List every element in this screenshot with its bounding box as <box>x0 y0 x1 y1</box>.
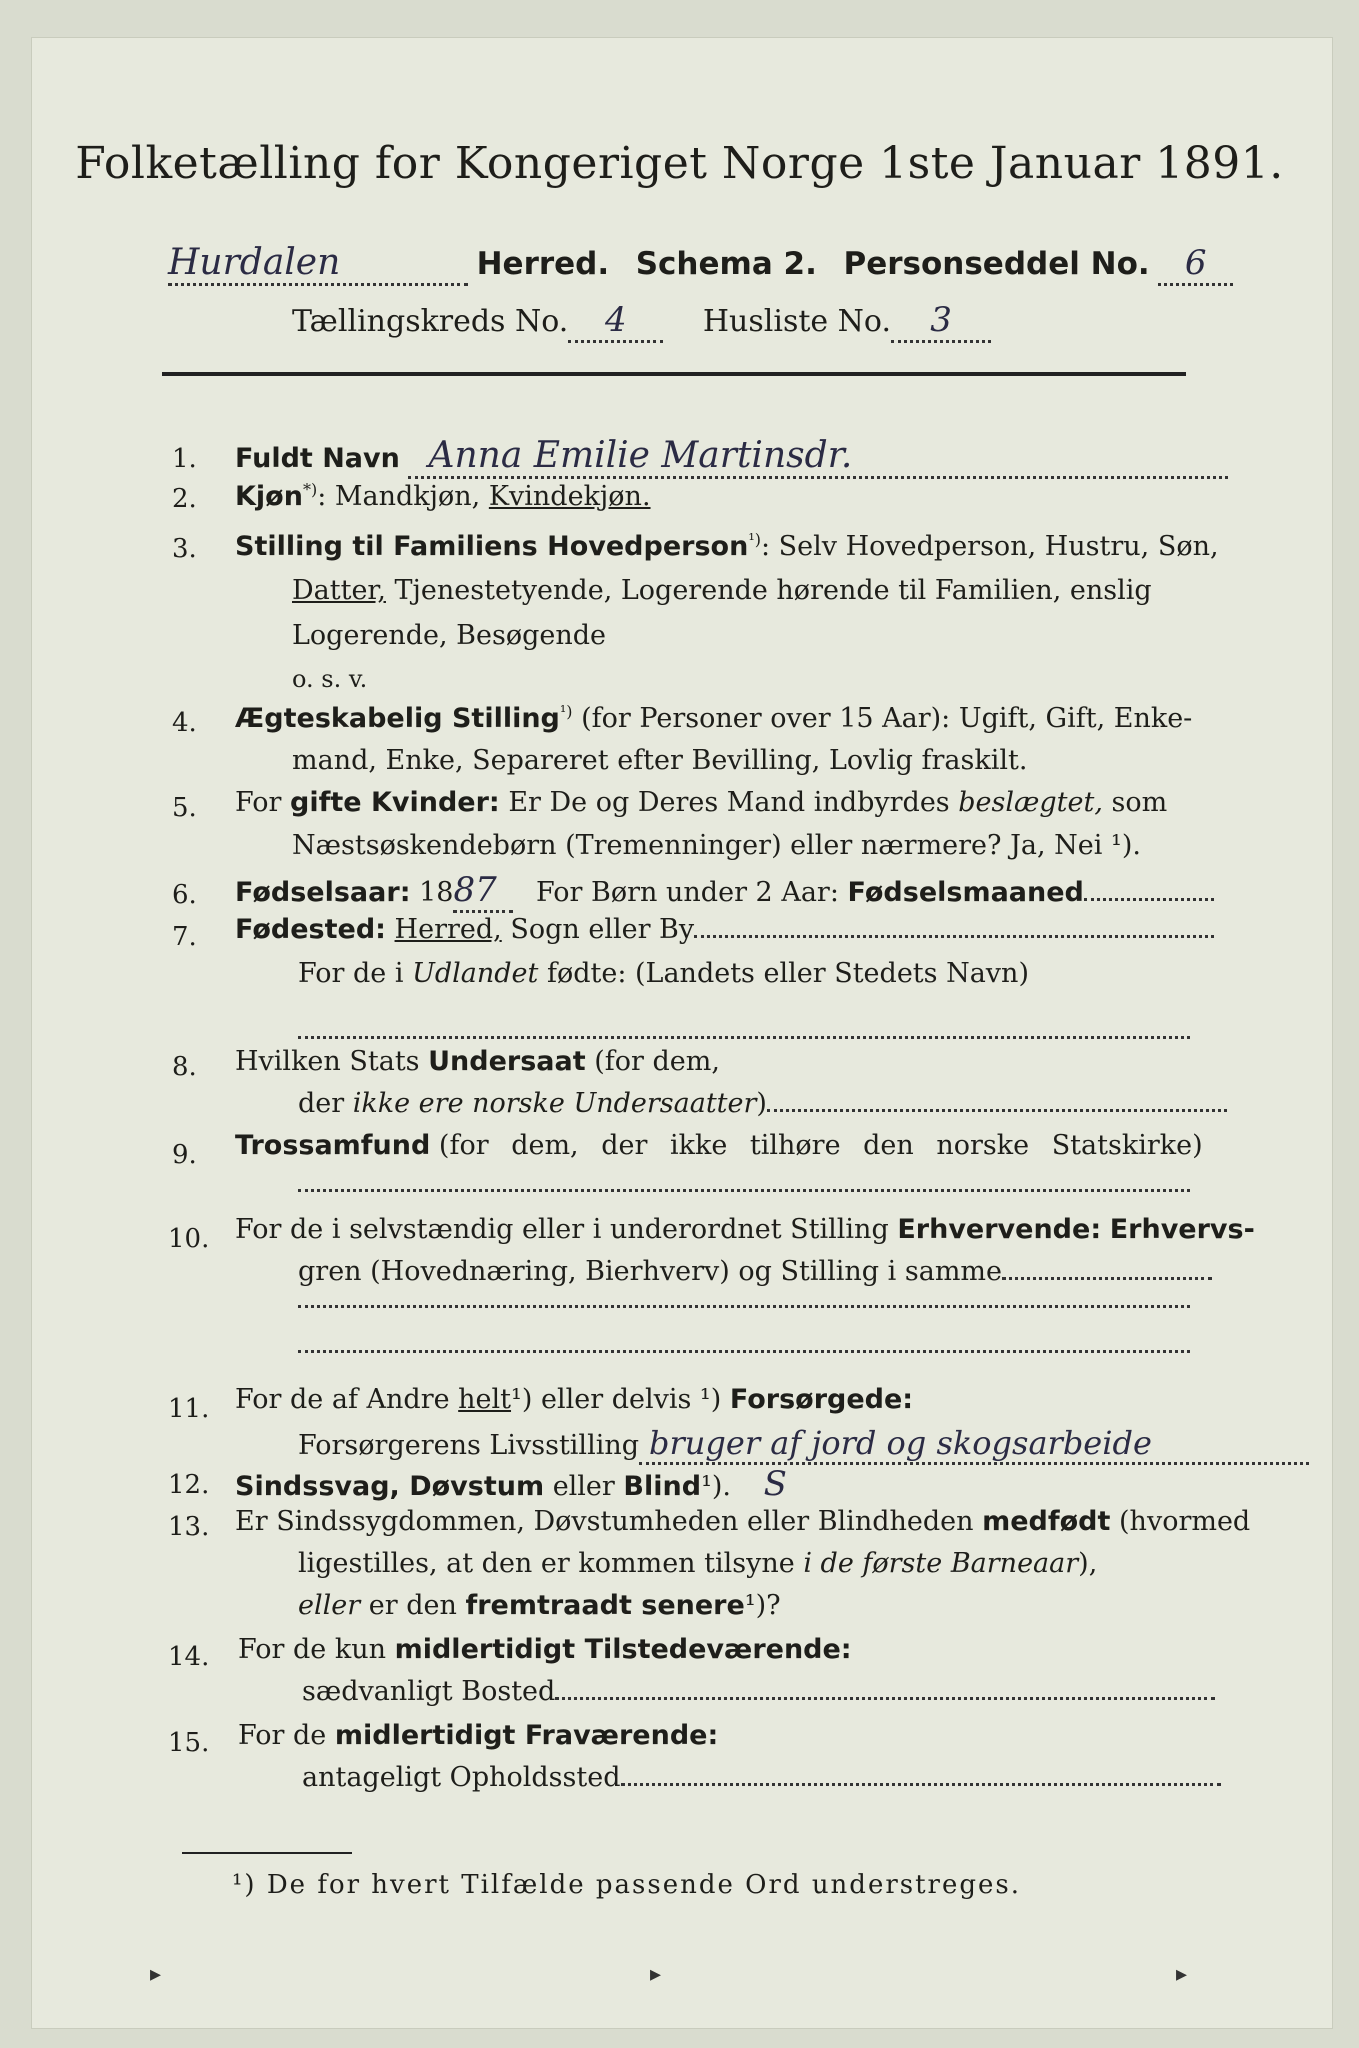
blind-label: Blind <box>623 1471 702 1502</box>
citizenship-text-b: (for dem, <box>594 1046 720 1077</box>
probable-stay-label: antageligt Opholdssted <box>302 1762 621 1793</box>
registration-mark-left: ▸ <box>150 1962 162 1987</box>
sex-footnote-mark: *) <box>302 480 318 499</box>
item-5-number: 5. <box>172 793 197 823</box>
congenital-italic: i de første Barneaar <box>803 1548 1079 1579</box>
item-10-line-1 <box>235 1214 1255 1245</box>
married-women-label: gifte Kvinder: <box>290 787 500 818</box>
abroad-text-a: For de i <box>298 958 404 989</box>
under-two-text: For Børn under 2 Aar: <box>536 877 839 908</box>
header-rule <box>162 372 1186 376</box>
occupation-text-c: gren (Hovednæring, Bierhverv) og Stilling i samme <box>298 1256 1003 1287</box>
item-8-line-1 <box>235 1046 720 1077</box>
registration-mark-right: ▸ <box>1176 1962 1188 1987</box>
marital-options-a: (for Personer over 15 Aar): Ugift, Gift, Enke- <box>581 703 1193 734</box>
header-row-1 <box>168 242 1233 286</box>
position-selected: Datter, <box>292 575 386 606</box>
married-question-a2: som <box>1111 787 1168 818</box>
citizenship-label: Undersaat <box>428 1046 586 1077</box>
birth-month-field <box>1084 898 1214 901</box>
header-row-2 <box>292 300 991 343</box>
supported-text-a: For de af Andre <box>235 1384 450 1415</box>
temp-present-text: For de kun <box>238 1634 386 1665</box>
abroad-field <box>298 1010 1190 1039</box>
item-13-line-2 <box>298 1548 1097 1579</box>
occupation-field-2 <box>298 1275 1190 1308</box>
item-6 <box>235 870 1214 913</box>
item-11-line-1 <box>235 1384 913 1415</box>
item-14-line-2 <box>302 1676 1215 1707</box>
birth-year-prefix: 18 <box>419 877 454 908</box>
item-7-line-2 <box>298 958 1029 989</box>
temp-absent-label: midlertidigt Fraværende: <box>334 1720 719 1751</box>
item-2-number: 2. <box>172 484 197 514</box>
husliste-label: Husliste No. <box>702 304 892 339</box>
item-7-number: 7. <box>172 922 197 952</box>
married-related: beslægtet, <box>958 787 1103 818</box>
footnote-rule <box>182 1852 352 1854</box>
sex-options: : Mandkjøn, <box>317 481 481 512</box>
disability-or: eller <box>552 1471 615 1502</box>
citizenship-italic: ikke ere norske Undersaatter <box>352 1088 757 1119</box>
item-15-line-1 <box>238 1720 718 1751</box>
item-12 <box>235 1464 787 1504</box>
position-label: Stilling til Familiens Hovedperson <box>235 531 749 562</box>
later-label: fremtraadt senere <box>465 1590 745 1621</box>
occupation-field-3 <box>298 1320 1190 1353</box>
item-13-number: 13. <box>168 1512 210 1542</box>
item-15-line-2 <box>302 1762 1221 1793</box>
schema-label: Schema 2. <box>635 246 817 282</box>
birthplace-field <box>694 935 1214 938</box>
husliste-value: 3 <box>891 300 991 343</box>
citizenship-text-a: Hvilken Stats <box>235 1046 420 1077</box>
congenital-label: medfødt <box>982 1506 1111 1537</box>
item-11-line-2 <box>298 1424 1309 1465</box>
item-10-number: 10. <box>168 1224 210 1254</box>
item-4-line-1 <box>235 702 1192 734</box>
married-question-a: Er De og Deres Mand indbyrdes <box>508 787 950 818</box>
disability-value: S <box>763 1464 787 1504</box>
position-options-a: : Selv Hovedperson, Hustru, Søn, <box>760 531 1219 562</box>
item-1-number: 1. <box>172 444 197 474</box>
birth-year-label: Fødselsaar: <box>235 877 411 908</box>
marital-footnote-mark: ¹) <box>559 702 573 721</box>
birthplace-label: Fødested: <box>235 914 386 945</box>
item-3-line-1 <box>235 530 1219 562</box>
item-9-number: 9. <box>172 1140 197 1170</box>
later-text-b: ¹)? <box>744 1590 781 1621</box>
later-text-a: er den <box>368 1590 457 1621</box>
position-options-b: Tjenestetyende, Logerende hørende til Familien, enslig <box>394 575 1152 606</box>
item-8-number: 8. <box>172 1052 197 1082</box>
congenital-text-a: Er Sindssygdommen, Døvstumheden eller Blindheden <box>235 1506 974 1537</box>
occupation-text-b: Erhvervs- <box>1109 1214 1255 1245</box>
personseddel-label: Personseddel No. <box>843 246 1150 282</box>
item-14-number: 14. <box>168 1642 210 1672</box>
item-3-line-2 <box>292 575 1152 606</box>
full-name-value: Anna Emilie Martinsdr. <box>408 435 1228 479</box>
supported-text-b: ¹) eller delvis ¹) <box>511 1384 722 1415</box>
item-14-line-1 <box>238 1634 852 1665</box>
position-footnote-mark: ¹) <box>748 530 761 549</box>
position-options-d: o. s. v. <box>292 665 368 693</box>
birthplace-selected: Herred, <box>394 914 502 945</box>
item-15-number: 15. <box>168 1728 210 1758</box>
item-4-number: 4. <box>172 708 197 738</box>
citizenship-text-c: der <box>298 1088 345 1119</box>
item-5-line-1 <box>235 787 1167 818</box>
full-name-label: Fuldt Navn <box>235 443 400 474</box>
kreds-value: 4 <box>568 300 663 343</box>
citizenship-field <box>767 1109 1227 1112</box>
item-1 <box>235 435 1228 479</box>
item-6-number: 6. <box>172 880 197 910</box>
birth-year-value: 87 <box>453 870 513 913</box>
sex-selected: Kvindekjøn. <box>488 481 651 512</box>
item-7-line-1 <box>235 914 1214 945</box>
herred-value: Hurdalen <box>168 242 468 286</box>
temp-absent-text: For de <box>238 1720 327 1751</box>
item-9 <box>235 1130 1203 1161</box>
footnote: ¹) De for hvert Tilfælde passende Ord understreges. <box>232 1870 1022 1900</box>
provider-value: bruger af jord og skogsarbeide <box>639 1424 1309 1465</box>
religion-text: (for dem, der ikke tilhøre den norske Statskirke) <box>438 1130 1203 1161</box>
congenital-text-b: (hvormed <box>1119 1506 1251 1537</box>
married-prefix: For <box>235 787 282 818</box>
usual-residence-label: sædvanligt Bosted <box>302 1676 556 1707</box>
item-8-line-2: der ikke ere norske Undersaatter) <box>298 1088 1227 1119</box>
provider-label: Forsørgerens Livsstilling <box>298 1430 640 1461</box>
item-2 <box>235 480 651 512</box>
married-question-b: Næstsøskendebørn (Tremenninger) eller nærmere? Ja, Nei ¹). <box>292 830 1141 861</box>
temp-present-label: midlertidigt Tilstedeværende: <box>394 1634 852 1665</box>
sex-label: Kjøn <box>235 481 303 512</box>
supported-selected: helt <box>458 1384 512 1415</box>
position-options-c: Logerende, Besøgende <box>292 620 606 651</box>
abroad-word: Udlandet <box>412 958 539 989</box>
occupation-text-a: For de i selvstændig eller i underordnet Stilling <box>235 1214 889 1245</box>
congenital-text-c: ligestilles, at den er kommen tilsyne <box>298 1548 795 1579</box>
supported-label: Forsørgede: <box>729 1384 914 1415</box>
form-title: Folketælling for Kongeriget Norge 1ste Januar 1891. <box>75 138 1284 189</box>
occupation-label: Erhvervende: <box>897 1214 1102 1245</box>
item-12-number: 12. <box>168 1470 210 1500</box>
abroad-text-b: fødte: (Landets eller Stedets Navn) <box>546 958 1029 989</box>
congenital-text-d: ), <box>1078 1548 1098 1579</box>
item-13-line-1 <box>235 1506 1250 1537</box>
disability-footnote-mark: ¹). <box>701 1471 732 1502</box>
item-11-number: 11. <box>168 1394 210 1424</box>
item-13-line-3 <box>298 1590 781 1621</box>
probable-stay-field <box>621 1783 1221 1786</box>
item-3-number: 3. <box>172 534 197 564</box>
kreds-label: Tællingskreds No. <box>292 304 569 339</box>
later-or: eller <box>298 1590 361 1621</box>
birthplace-options: Sogn eller By <box>510 914 695 945</box>
disability-label: Sindssvag, Døvstum <box>235 1471 545 1502</box>
registration-mark-center: ▸ <box>650 1962 662 1987</box>
religion-field <box>298 1165 1190 1192</box>
birth-month-label: Fødselsmaaned <box>847 877 1084 908</box>
herred-label: Herred. <box>476 246 610 282</box>
marital-options-b: mand, Enke, Separeret efter Bevilling, Lovlig fraskilt. <box>292 745 1028 776</box>
marital-label: Ægteskabelig Stilling <box>235 703 560 734</box>
usual-residence-field <box>555 1697 1215 1700</box>
religion-label: Trossamfund <box>235 1130 431 1161</box>
personseddel-value: 6 <box>1158 243 1233 286</box>
